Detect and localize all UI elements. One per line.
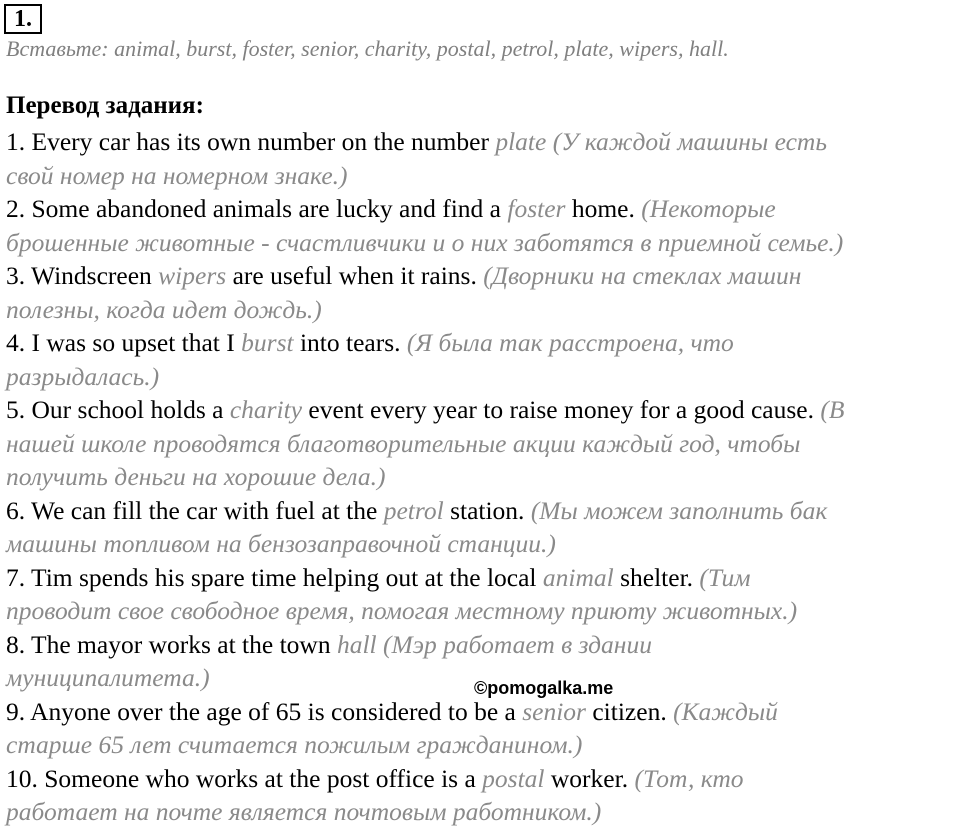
russian-translation: нашей школе проводятся благотворительные акции каждый год, чтобы: [6, 428, 801, 458]
translation-continuation-line: [6, 293, 322, 326]
russian-translation: работает на почте является почтовым работником.): [6, 797, 602, 826]
instruction-text: Вставьте: animal, burst, foster, senior, charity, postal, petrol, plate, wipers, hall.: [6, 36, 729, 61]
russian-translation: (Некоторые: [634, 194, 776, 223]
russian-translation: машины топливом на бензозаправочной станции.): [6, 529, 556, 558]
sentence-text: 10. Someone who works at the post office is a: [6, 763, 483, 793]
sentence-line: [6, 192, 776, 225]
inserted-word: wipers: [158, 261, 227, 290]
russian-translation: (В: [813, 395, 845, 424]
translation-continuation-line: [6, 159, 348, 192]
sentence-line: [6, 326, 734, 359]
sentence-line: [6, 695, 778, 728]
russian-translation: свой номер на номерном знаке.): [6, 160, 348, 190]
russian-translation: проводит свое свободное время, помогая местному приюту животных.): [6, 596, 798, 625]
sentence-text-end: into tears.: [293, 328, 401, 357]
sentence-text: 4. I was so upset that I: [6, 328, 242, 357]
task-number: 1.: [4, 4, 42, 34]
translation-continuation-line: [6, 728, 582, 761]
translation-continuation-line: [6, 661, 210, 694]
sentence-text: 8. The mayor works at the town: [6, 629, 337, 659]
russian-translation: разрыдалась.): [6, 361, 160, 391]
russian-translation: полезны, когда идет дождь.): [6, 294, 322, 324]
inserted-word: postal: [482, 763, 545, 793]
translation-continuation-line: [6, 795, 601, 828]
translation-continuation-line: [6, 527, 556, 560]
sentence-text-end: are useful when it rains.: [226, 261, 477, 290]
sentence-line: [6, 494, 827, 527]
sentence-line: [6, 259, 801, 292]
sentence-line: [6, 393, 844, 426]
translation-continuation-line: [6, 360, 159, 393]
inserted-word: hall: [336, 629, 377, 659]
inserted-word: foster: [507, 194, 566, 223]
inserted-word: burst: [241, 328, 294, 357]
watermark: ©pomogalka.me: [474, 678, 614, 698]
sentence-line: [6, 628, 652, 661]
sentence-text-end: shelter.: [613, 562, 694, 592]
russian-translation: (Я была так расстроена, что: [400, 328, 734, 357]
sentence-text-end: worker.: [544, 763, 629, 793]
sentence-text-end: event every year to raise money for a good cause.: [302, 395, 814, 424]
translation-continuation-line: [6, 427, 800, 460]
russian-translation: брошенные животные - счастливчики и о них заботятся в приемной семье.): [6, 227, 844, 257]
sentence-text: 7. Tim spends his spare time helping out at the local: [6, 562, 543, 592]
russian-translation: (У каждой машины есть: [546, 127, 827, 156]
russian-translation: (Дворники на стеклах машин: [476, 261, 802, 290]
sentence-text: 1. Every car has its own number on the number: [6, 127, 496, 156]
russian-translation: (Тим: [693, 562, 751, 592]
translation-continuation-line: [6, 226, 843, 259]
russian-translation: (Каждый: [666, 696, 778, 726]
inserted-word: animal: [542, 562, 614, 592]
russian-translation: старше 65 лет считается пожилым гражданином.): [6, 730, 583, 759]
sentence-text-end: station.: [443, 495, 525, 525]
sentence-text: 9. Anyone over the age of 65 is considered to be a: [6, 696, 523, 726]
russian-translation: муниципалитета.): [6, 663, 210, 692]
sentence-text: 6. We can fill the car with fuel at the: [6, 495, 384, 525]
translation-continuation-line: [6, 594, 797, 627]
sentence-text-end: citizen.: [585, 696, 667, 726]
sentence-line: [6, 125, 827, 158]
translation-heading: Перевод задания:: [6, 92, 204, 119]
inserted-word: petrol: [383, 495, 444, 525]
inserted-word: senior: [522, 696, 586, 726]
russian-translation: (Мы можем заполнить бак: [524, 495, 828, 525]
translation-continuation-line: [6, 460, 385, 493]
inserted-word: charity: [229, 395, 303, 424]
russian-translation: (Тот, кто: [628, 763, 744, 793]
sentence-text-end: home.: [565, 194, 635, 223]
sentence-text: 3. Windscreen: [6, 261, 159, 290]
sentence-line: [6, 762, 744, 795]
russian-translation: получить деньги на хорошие дела.): [6, 462, 386, 491]
sentence-text: 2. Some abandoned animals are lucky and find a: [6, 194, 508, 223]
sentence-text: 5. Our school holds a: [6, 395, 230, 424]
sentence-line: [6, 561, 751, 594]
russian-translation: (Мэр работает в здании: [376, 629, 652, 659]
inserted-word: plate: [495, 127, 547, 156]
